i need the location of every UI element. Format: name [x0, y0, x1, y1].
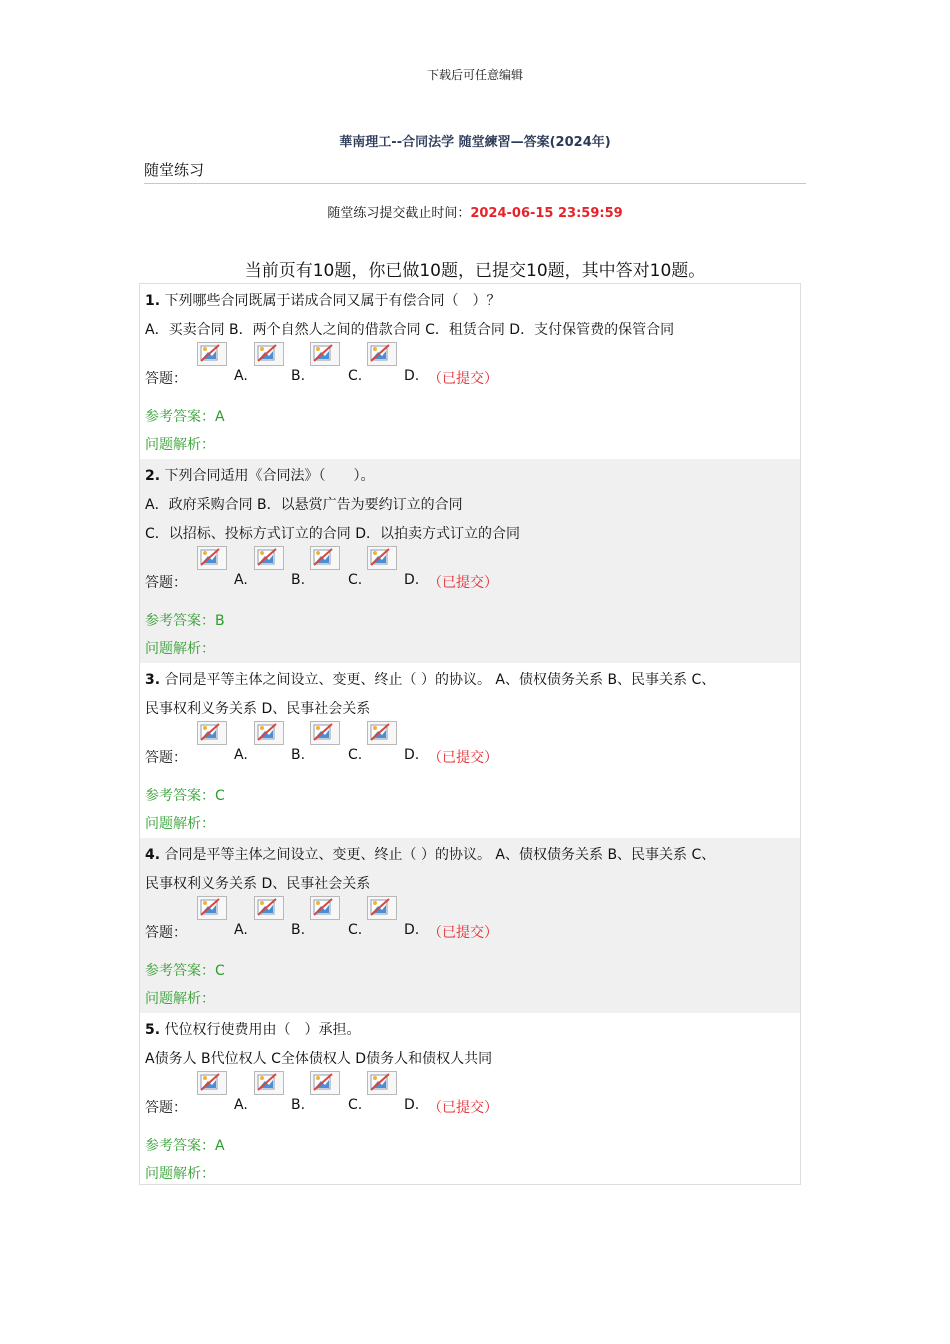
- option-c-image-icon[interactable]: [310, 342, 340, 366]
- option-d-label[interactable]: D.: [404, 368, 420, 384]
- option-d-image-icon[interactable]: [367, 721, 397, 745]
- deadline-value: 2024-06-15 23:59:59: [470, 206, 623, 221]
- option-d-image-icon[interactable]: [367, 896, 397, 920]
- option-d-label[interactable]: D.: [404, 1097, 420, 1113]
- option-c-image-icon[interactable]: [310, 896, 340, 920]
- option-c-label[interactable]: C.: [348, 368, 363, 384]
- option-b-label[interactable]: B.: [291, 1097, 306, 1113]
- explanation-label: 问题解析：: [145, 816, 215, 832]
- option-d-image-icon[interactable]: [367, 1071, 397, 1095]
- question-item: [140, 284, 800, 459]
- option-a-label[interactable]: A.: [234, 368, 248, 384]
- answer-row: [145, 1097, 545, 1117]
- question-item: [140, 838, 800, 1013]
- question-options: A．政府采购合同 B．以悬赏广告为要约订立的合同: [145, 497, 463, 513]
- answer-label: 答题：: [145, 925, 187, 941]
- option-b-image-icon[interactable]: [254, 546, 284, 570]
- option-a-image-icon[interactable]: [197, 721, 227, 745]
- option-a-image-icon[interactable]: [197, 342, 227, 366]
- option-b-image-icon[interactable]: [254, 721, 284, 745]
- answer-label: 答题：: [145, 575, 187, 591]
- question-options: A．买卖合同 B．两个自然人之间的借款合同 C．租赁合同 D．支付保管费的保管合同: [145, 322, 675, 338]
- option-c-label[interactable]: C.: [348, 922, 363, 938]
- option-b-label[interactable]: B.: [291, 368, 306, 384]
- question-item: [140, 1013, 800, 1184]
- option-a-label[interactable]: A.: [234, 572, 248, 588]
- question-options: C．以招标、投标方式订立的合同 D．以拍卖方式订立的合同: [145, 526, 521, 542]
- option-d-label[interactable]: D.: [404, 747, 420, 763]
- option-b-image-icon[interactable]: [254, 1071, 284, 1095]
- reference-answer: 参考答案：A: [145, 409, 225, 425]
- section-title: 随堂练习: [144, 161, 205, 179]
- submitted-status: （已提交）: [428, 575, 498, 591]
- option-a-label[interactable]: A.: [234, 1097, 248, 1113]
- option-d-image-icon[interactable]: [367, 546, 397, 570]
- question-list: [139, 283, 801, 1185]
- answer-row: [145, 368, 545, 388]
- answer-row: [145, 922, 545, 942]
- option-c-image-icon[interactable]: [310, 1071, 340, 1095]
- reference-answer: 参考答案：C: [145, 963, 225, 979]
- reference-answer: 参考答案：A: [145, 1138, 225, 1154]
- answer-label: 答题：: [145, 1100, 187, 1116]
- option-a-label[interactable]: A.: [234, 922, 248, 938]
- option-c-label[interactable]: C.: [348, 747, 363, 763]
- question-text-continued: 民事权利义务关系 D、民事社会关系: [145, 701, 371, 717]
- answer-label: 答题：: [145, 750, 187, 766]
- option-d-label[interactable]: D.: [404, 922, 420, 938]
- deadline-label: 随堂练习提交截止时间：: [327, 206, 471, 221]
- option-b-label[interactable]: B.: [291, 572, 306, 588]
- option-a-label[interactable]: A.: [234, 747, 248, 763]
- question-text: 3. 合同是平等主体之间设立、变更、终止（ ）的协议。 A、债权债务关系 B、民事关系 C、: [145, 672, 716, 688]
- submitted-status: （已提交）: [428, 750, 498, 766]
- explanation-label: 问题解析：: [145, 641, 215, 657]
- question-options: A债务人 B代位权人 C全体债权人 D债务人和债权人共同: [145, 1051, 493, 1067]
- submitted-status: （已提交）: [428, 1100, 498, 1116]
- question-text: 5. 代位权行使费用由（ ）承担。: [145, 1022, 361, 1038]
- answer-row: [145, 572, 545, 592]
- option-b-image-icon[interactable]: [254, 896, 284, 920]
- section-divider: [144, 183, 806, 184]
- option-d-label[interactable]: D.: [404, 572, 420, 588]
- progress-summary: 当前页有10题，你已做10题，已提交10题，其中答对10题。: [244, 261, 706, 281]
- answer-label: 答题：: [145, 371, 187, 387]
- submitted-status: （已提交）: [428, 925, 498, 941]
- question-text-continued: 民事权利义务关系 D、民事社会关系: [145, 876, 371, 892]
- option-a-image-icon[interactable]: [197, 896, 227, 920]
- answer-row: [145, 747, 545, 767]
- option-c-image-icon[interactable]: [310, 721, 340, 745]
- reference-answer: 参考答案：C: [145, 788, 225, 804]
- submitted-status: （已提交）: [428, 371, 498, 387]
- explanation-label: 问题解析：: [145, 991, 215, 1007]
- question-item: [140, 459, 800, 663]
- option-a-image-icon[interactable]: [197, 546, 227, 570]
- option-d-image-icon[interactable]: [367, 342, 397, 366]
- option-c-label[interactable]: C.: [348, 1097, 363, 1113]
- question-item: [140, 663, 800, 838]
- document-title: 華南理工--合同法学 随堂練習—答案(2024年): [339, 135, 611, 150]
- reference-answer: 参考答案：B: [145, 613, 225, 629]
- option-c-image-icon[interactable]: [310, 546, 340, 570]
- question-text: 1. 下列哪些合同既属于诺成合同又属于有偿合同（ ）？: [145, 293, 501, 309]
- explanation-label: 问题解析：: [145, 1166, 215, 1182]
- option-c-label[interactable]: C.: [348, 572, 363, 588]
- option-b-image-icon[interactable]: [254, 342, 284, 366]
- question-text: 4. 合同是平等主体之间设立、变更、终止（ ）的协议。 A、债权债务关系 B、民事关系 C、: [145, 847, 716, 863]
- header-note: 下载后可任意编辑: [426, 68, 523, 82]
- explanation-label: 问题解析：: [145, 437, 215, 453]
- question-text: 2. 下列合同适用《合同法》（ ）。: [145, 468, 375, 484]
- option-b-label[interactable]: B.: [291, 747, 306, 763]
- deadline: [0, 202, 950, 221]
- option-a-image-icon[interactable]: [197, 1071, 227, 1095]
- option-b-label[interactable]: B.: [291, 922, 306, 938]
